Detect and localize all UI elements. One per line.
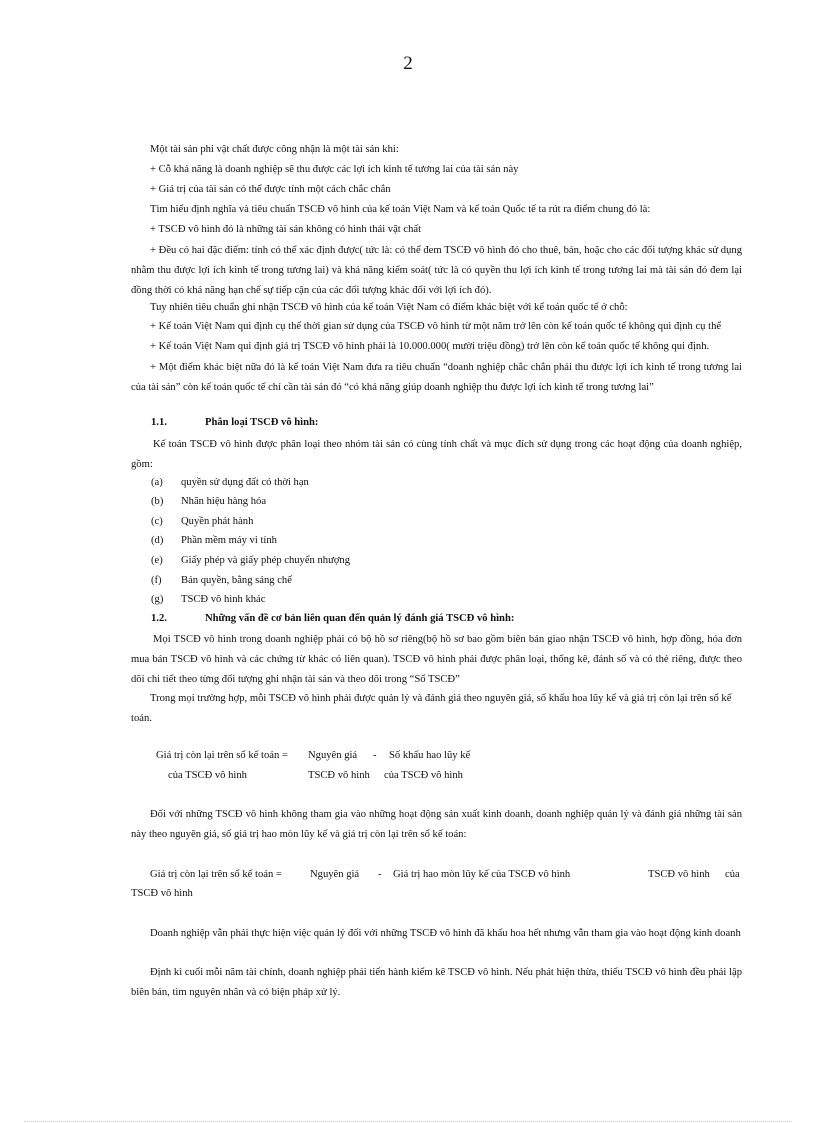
formula-1-lhs-line-2: của TSCĐ vô hình	[168, 770, 247, 781]
intro-line-2: + Cỗ khả năng là doanh nghiệp sẽ thu được các lợi ích kinh tế tương lai của tài sản này	[150, 164, 519, 175]
list-item-label: (e)	[151, 555, 163, 566]
section-1-2-paragraph-4: Doanh nghiệp vẫn phải thực hiện việc quản lý đối với những TSCĐ vô hình đã khấu hoa hết nhưng vẫn tham gia vào hoạt động kinh doanh	[150, 928, 741, 939]
page-number: 2	[403, 53, 413, 74]
intro-line-7: Tuy nhiên tiêu chuẩn ghi nhận TSCĐ vô hình của kế toán Việt Nam có điểm khác biệt với kế toán quốc tế ở chỗ:	[150, 302, 628, 313]
intro-line-8: + Kế toán Việt Nam qui định cụ thể thời gian sử dụng của TSCĐ vô hình từ một năm trở lên còn kế toán quốc tế không qui định cụ thể	[150, 321, 722, 332]
list-item-label: (d)	[151, 535, 164, 546]
section-1-2-paragraph-3: Đối với những TSCĐ vô hình không tham gia vào những hoạt động sản xuất kinh doanh, doanh nghiệp quản lý và đánh giá những tài sản này theo nguyên giá, số giá trị hao mòn lũy kế và giá trị còn lại trên sổ kế toán:	[131, 809, 742, 840]
intro-paragraph-6: + Đều có hai đặc điểm: tính có thể xác định được( tức là: có thể đem TSCĐ vô hình đó cho thuê, bán, hoặc cho các đối tượng khác sử dụng nhằm thu được lợi ích kinh tế trong tương lai) và khả năng kiểm soát( tức là có quyền thu lợi ích kinh tế trong tương lai mà tài sản đó đem lại đồng thời có khả năng hạn chế sự tiếp cận của các đối tượng khác đối với lợi ích đó).	[131, 245, 742, 296]
section-1-1-title: Phân loại TSCĐ vô hình:	[205, 417, 319, 428]
list-item: Nhãn hiệu hàng hóa	[181, 496, 267, 507]
formula-2-term-1: Nguyên giá	[310, 869, 360, 880]
intro-line-1: Một tài sản phi vật chất được công nhận là một tài sản khi:	[150, 144, 399, 155]
section-1-2-paragraph-1: Mọi TSCĐ vô hình trong doanh nghiệp phải có bộ hồ sơ riêng(bộ hồ sơ bao gồm biên bản giao nhận TSCĐ vô hình, hợp đồng, hóa đơn mua bán TSCĐ vô hình và các chứng từ khác có liên quan). TSCĐ vô hình phải được phân loại, thống kê, đánh số và có thẻ riêng, được theo dõi chi tiết theo từng đối tượng ghi nhận tài sản và theo dõi trong “Sổ TSCĐ”	[131, 634, 742, 685]
formula-2-minus: -	[378, 869, 382, 880]
section-1-2-paragraph-2: Trong mọi trường hợp, mỗi TSCĐ vô hình phải được quản lý và đánh giá theo nguyên giá, số khấu hoa lũy kế và giá trị còn lại trên sổ kế toán.	[131, 693, 732, 724]
list-item-label: (b)	[151, 496, 164, 507]
formula-2-lhs: Giá trị còn lại trên sổ kế toán =	[150, 869, 282, 880]
formula-1-term-1-line-2: TSCĐ vô hình	[308, 770, 370, 781]
formula-2-term-3: TSCĐ vô hình	[648, 869, 710, 880]
list-item: Phần mềm máy vi tính	[181, 535, 277, 546]
formula-1-term-2-line-2: của TSCĐ vô hình	[384, 770, 463, 781]
formula-1-term-2-line-1: Số khấu hao lũy kế	[389, 750, 471, 761]
list-item: Giấy phép và giấy phép chuyển nhượng	[181, 555, 351, 566]
section-1-1-number: 1.1.	[151, 417, 167, 428]
formula-2-term-2: Giá trị hao mòn lũy kế của TSCĐ vô hình	[393, 869, 571, 880]
formula-2-line-2: TSCĐ vô hình	[131, 888, 193, 899]
formula-1-lhs-line-1: Giá trị còn lại trên sổ kế toán =	[156, 750, 288, 761]
formula-2-term-4: của	[725, 869, 740, 880]
section-1-2-paragraph-5: Định kì cuối mỗi năm tài chính, doanh nghiệp phải tiến hành kiểm kê TSCĐ vô hình. Nếu phát hiện thừa, thiếu TSCĐ vô hình đều phải lập biên bản, tìm nguyên nhân và có biện pháp xử lý.	[131, 967, 742, 998]
intro-line-9: + Kế toán Việt Nam qui định giá trị TSCĐ vô hình phải là 10.000.000( mười triệu đồng) trở lên còn kế toán quốc tế không qui định.	[150, 341, 710, 352]
intro-paragraph-10: + Một điểm khác biệt nữa đó là kế toán Việt Nam đưa ra tiêu chuẩn “doanh nghiệp chắc chắn phải thu được lợi ích kinh tế trong tương lai của tài sản” còn kế toán quốc tế chỉ cần tài sản đó “có khả năng giúp doanh nghiệp thu được lợi ích kinh tế trong tương lai”	[131, 362, 742, 393]
formula-1-term-1-line-1: Nguyên giá	[308, 750, 358, 761]
page-bottom-divider	[24, 1121, 792, 1122]
list-item: TSCĐ vô hình khác	[181, 594, 266, 605]
formula-1-minus: -	[373, 750, 377, 761]
intro-line-5: + TSCĐ vô hình đó là những tài sản không có hình thái vật chất	[150, 224, 422, 235]
list-item-label: (f)	[151, 575, 162, 586]
list-item-label: (a)	[151, 477, 163, 488]
list-item: Bản quyền, bằng sáng chế	[181, 575, 292, 586]
intro-line-4: Tìm hiểu định nghĩa và tiêu chuẩn TSCĐ vô hình của kế toán Việt Nam và kế toán Quốc tế ta rút ra điểm chung đó là:	[150, 204, 651, 215]
list-item: Quyền phát hành	[181, 516, 254, 527]
list-item-label: (c)	[151, 516, 163, 527]
section-1-2-number: 1.2.	[151, 613, 167, 624]
section-1-1-paragraph: Kế toán TSCĐ vô hình được phân loại theo nhóm tài sản có cùng tính chất và mục đích sử dụng trong các hoạt động của doanh nghiệp, gồm:	[131, 439, 742, 470]
intro-line-3: + Giá trị của tài sản có thể được tính một cách chắc chắn	[150, 184, 391, 195]
list-item-label: (g)	[151, 594, 164, 605]
section-1-2-title: Những vấn đề cơ bản liên quan đến quản lý đánh giá TSCĐ vô hình:	[205, 613, 515, 624]
list-item: quyền sử dụng đất có thời hạn	[181, 477, 309, 488]
